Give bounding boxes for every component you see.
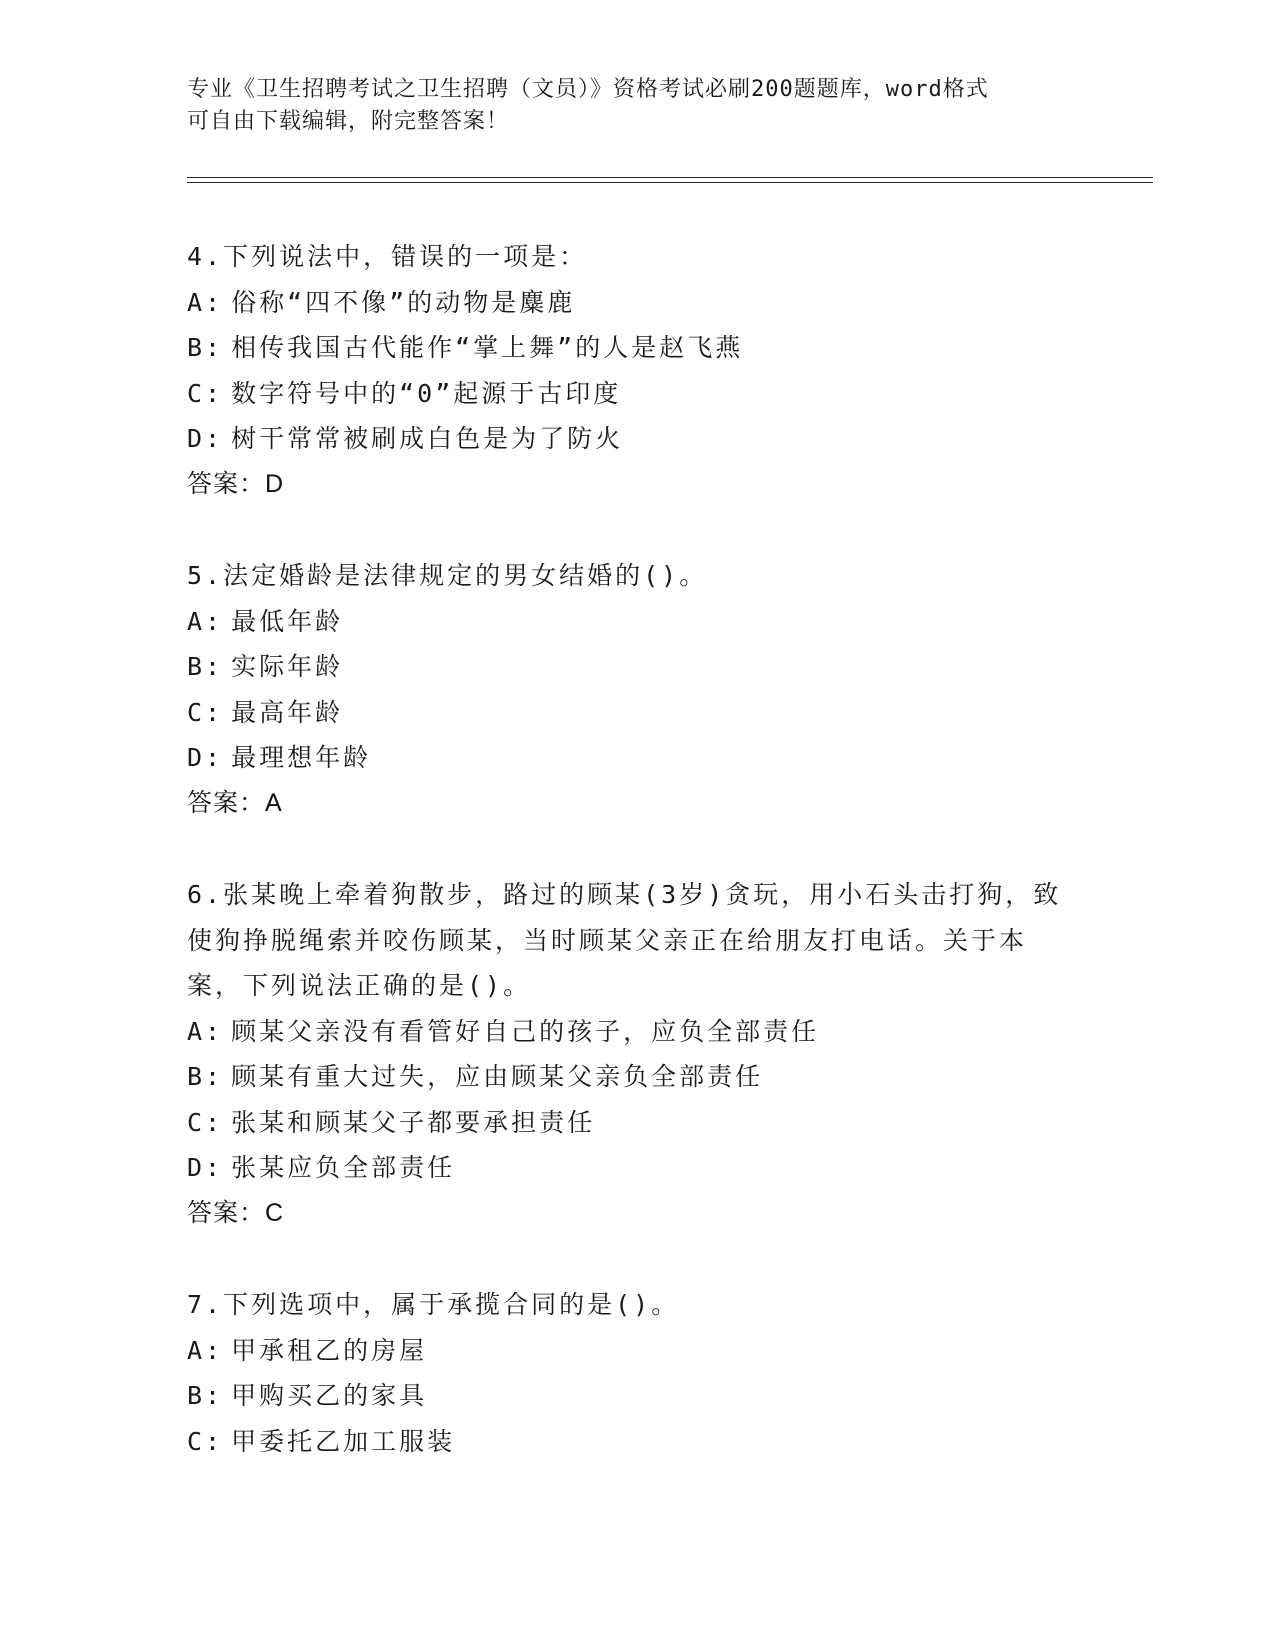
option-key: B:: [187, 333, 224, 362]
option-key: A:: [187, 1335, 224, 1365]
answer-option: [187, 325, 1087, 371]
answer-option: [187, 1009, 1087, 1055]
answer-option: [187, 371, 1087, 417]
option-text: 张某和顾某父子都要承担责任: [231, 1107, 596, 1137]
option-text: 顾某父亲没有看管好自己的孩子，应负全部责任: [231, 1016, 820, 1046]
option-key: D:: [187, 1153, 224, 1182]
option-key: C:: [187, 1426, 224, 1456]
option-key: C:: [187, 697, 224, 727]
answer-option: [187, 644, 1087, 690]
option-text: 俗称“四不像”的动物是麋鹿: [231, 287, 576, 317]
question-stem-line: 6.张某晚上牵着狗散步，路过的顾某(3岁)贪玩，用小石头击打狗，致: [187, 880, 1062, 909]
option-text: 顾某有重大过失，应由顾某父亲负全部责任: [231, 1062, 764, 1091]
question-block: [187, 553, 1087, 826]
question-stem-line: 4.下列说法中，错误的一项是：: [187, 242, 588, 271]
option-text: 甲承租乙的房屋: [231, 1335, 428, 1365]
answer-option: [187, 1145, 1087, 1191]
answer-line: 答案：D: [187, 469, 285, 498]
answer-line: 答案：C: [187, 1198, 285, 1227]
question-stem-line: 使狗挣脱绳索并咬伤顾某，当时顾某父亲正在给朋友打电话。关于本: [187, 925, 1028, 955]
option-key: A:: [187, 287, 224, 317]
option-key: D:: [187, 743, 224, 772]
answer-option: [187, 690, 1087, 736]
answer-option: [187, 280, 1087, 326]
option-key: A:: [187, 606, 224, 636]
option-text: 张某应负全部责任: [231, 1153, 456, 1182]
question-list: [187, 234, 1087, 1510]
question-stem-line: 案，下列说法正确的是()。: [187, 971, 532, 1000]
header-divider-top: [187, 177, 1153, 178]
header-line-1: 专业《卫生招聘考试之卫生招聘（文员）》资格考试必刷200题题库，word格式: [187, 77, 989, 102]
answer-line: 答案：A: [187, 788, 283, 817]
option-key: B:: [187, 652, 224, 681]
option-key: D:: [187, 424, 224, 453]
option-key: C:: [187, 1107, 224, 1137]
option-text: 最高年龄: [231, 697, 344, 727]
answer-option: [187, 1100, 1087, 1146]
answer-option: [187, 1419, 1087, 1465]
option-text: 树干常常被刷成白色是为了防火: [231, 424, 624, 453]
question-stem-line: 5.法定婚龄是法律规定的男女结婚的()。: [187, 561, 708, 590]
answer-option: [187, 1373, 1087, 1419]
option-key: B:: [187, 1062, 224, 1091]
header-line-2: 可自由下载编辑，附完整答案！: [187, 109, 510, 134]
answer-option: [187, 735, 1087, 781]
option-text: 甲委托乙加工服装: [231, 1426, 456, 1456]
option-text: 数字符号中的“0”起源于古印度: [231, 378, 622, 408]
option-text: 最理想年龄: [231, 743, 372, 772]
option-text: 实际年龄: [231, 652, 344, 681]
answer-option: [187, 1328, 1087, 1374]
option-key: A:: [187, 1016, 224, 1046]
option-text: 甲购买乙的家具: [231, 1381, 428, 1410]
answer-option: [187, 1054, 1087, 1100]
option-text: 相传我国古代能作“掌上舞”的人是赵飞燕: [231, 333, 744, 362]
question-block: [187, 872, 1087, 1236]
option-key: C:: [187, 378, 224, 408]
option-text: 最低年龄: [231, 606, 344, 636]
question-stem-line: 7.下列选项中，属于承揽合同的是()。: [187, 1290, 680, 1319]
question-block: [187, 234, 1087, 507]
question-block: [187, 1282, 1087, 1464]
answer-option: [187, 416, 1087, 462]
option-key: B:: [187, 1381, 224, 1410]
document-header: [187, 74, 1087, 138]
header-divider-bottom: [187, 182, 1153, 183]
answer-option: [187, 599, 1087, 645]
